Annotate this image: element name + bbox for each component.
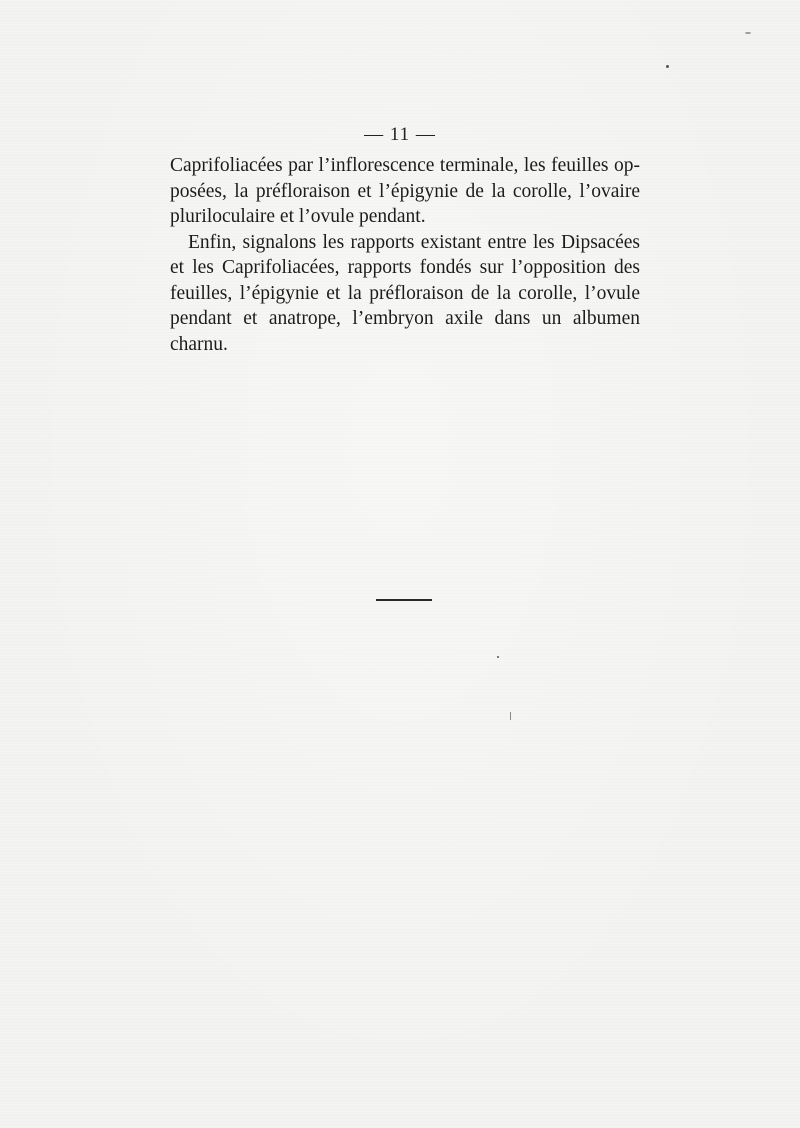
page-number: — 11 — [364, 124, 436, 145]
body-text [170, 153, 640, 357]
text-line: charnu. [170, 333, 228, 355]
text-line: feuilles, l’épigynie et la préfloraison de la corolle, l’ovule [170, 282, 640, 304]
end-rule [376, 599, 432, 601]
text-line: Caprifoliacées par l’inflorescence terminale, les feuilles op- [170, 155, 640, 176]
text-line: pluriloculaire et l’ovule pendant. [170, 206, 426, 227]
text-line: et les Caprifoliacées, rapports fondés sur l’opposition des [170, 257, 640, 278]
paper-speck [745, 32, 751, 34]
paper-speck [497, 656, 499, 658]
text-line: posées, la préfloraison et l’épigynie de la corolle, l’ovaire [170, 180, 640, 202]
paragraph-2 [170, 230, 640, 358]
paper-speck [666, 65, 669, 68]
paper-speck [510, 712, 511, 720]
text-line: Enfin, signalons les rapports existant entre les Dipsacées [188, 231, 640, 253]
paragraph-1 [170, 153, 640, 230]
text-line: pendant et anatrope, l’embryon axile dans un albumen [170, 308, 640, 329]
